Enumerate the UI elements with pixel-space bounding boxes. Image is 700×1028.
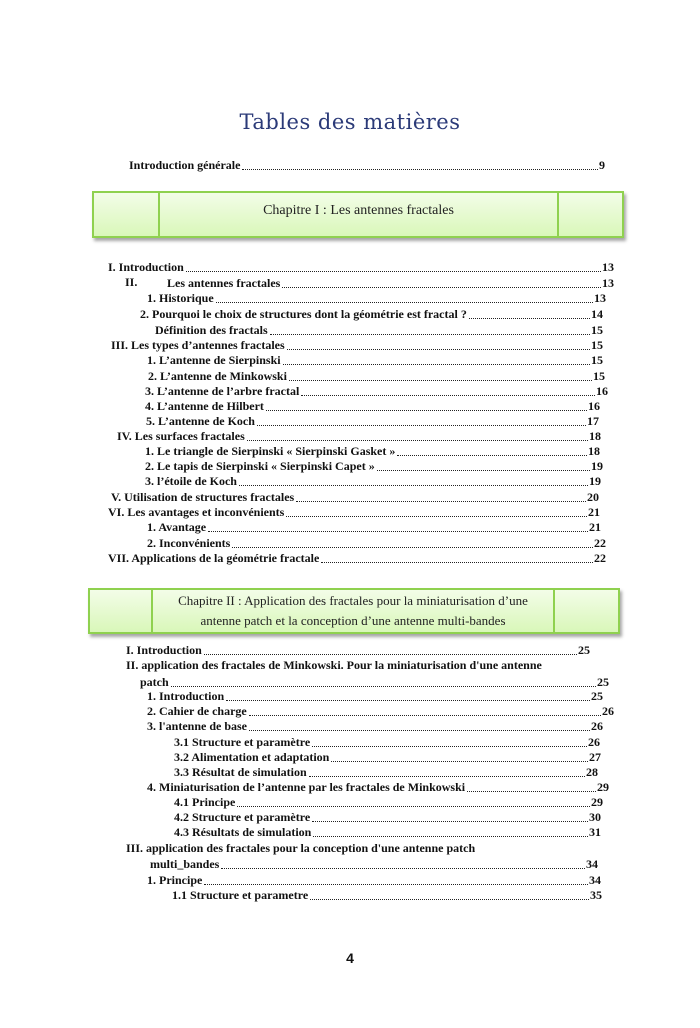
- toc-entry[interactable]: [148, 369, 605, 384]
- banner-divider: [557, 193, 559, 236]
- dot-leader: [397, 455, 587, 456]
- toc-entry-page: 18: [588, 444, 600, 458]
- toc-entry-page: 29: [591, 795, 603, 809]
- toc-entry-label: 4.2 Structure et paramètre: [174, 810, 311, 824]
- toc-entry-label: 1. Principe: [147, 873, 203, 887]
- toc-entry[interactable]: [167, 276, 614, 291]
- dot-leader: [249, 730, 590, 731]
- toc-entry-label: 2. Inconvénients: [147, 536, 231, 550]
- dot-leader: [313, 836, 588, 837]
- dot-leader: [266, 410, 587, 411]
- toc-entry-label: 3. l’étoile de Koch: [145, 474, 237, 488]
- dot-leader: [249, 715, 601, 716]
- dot-leader: [232, 547, 593, 548]
- toc-entry-page: 20: [587, 490, 599, 504]
- dot-leader: [309, 776, 585, 777]
- dot-leader: [257, 425, 586, 426]
- toc-entry-label: 4. L’antenne de Hilbert: [145, 399, 264, 413]
- toc-entry[interactable]: [174, 750, 601, 765]
- toc-entry-label: 2. Le tapis de Sierpinski « Sierpinski Capet »: [145, 459, 375, 473]
- toc-entry-label: 4. Miniaturisation de l’antenne par les fractales de Minkowski: [147, 780, 466, 794]
- chapter2-banner: [88, 588, 620, 634]
- toc-entry-page: 29: [597, 780, 609, 794]
- toc-entry[interactable]: [108, 260, 614, 275]
- toc-entry[interactable]: [111, 338, 603, 353]
- toc-entry[interactable]: [145, 384, 608, 399]
- banner-divider: [553, 590, 555, 632]
- toc-entry-page: 9: [599, 158, 605, 172]
- dot-leader: [321, 562, 593, 563]
- toc-entry-label: 3. l'antenne de base: [147, 719, 248, 733]
- toc-entry-page: 17: [587, 414, 599, 428]
- toc-entry-label: 1. Introduction: [147, 689, 225, 703]
- toc-entry[interactable]: [172, 888, 602, 903]
- dot-leader: [186, 271, 601, 272]
- page-title: Tables des matières: [239, 110, 461, 134]
- toc-entry[interactable]: [108, 551, 606, 566]
- toc-entry-label: 2. Pourquoi le choix de structures dont la géométrie est fractal ?: [140, 307, 467, 321]
- dot-leader: [301, 395, 595, 396]
- dot-leader: [377, 470, 590, 471]
- toc-entry[interactable]: [155, 323, 603, 338]
- dot-leader: [469, 318, 590, 319]
- toc-entry-label: IV. Les surfaces fractales: [117, 429, 245, 443]
- toc-entry-page: 30: [589, 810, 601, 824]
- toc-entry[interactable]: [108, 505, 600, 520]
- toc-entry-label: multi_bandes: [150, 857, 220, 871]
- toc-entry-page: 25: [591, 689, 603, 703]
- toc-entry[interactable]: [147, 704, 614, 719]
- toc-entry[interactable]: [140, 675, 609, 690]
- toc-entry[interactable]: [140, 307, 603, 322]
- toc-entry-page: 22: [594, 536, 606, 550]
- chapter2-title-line2: antenne patch et la conception d’une antenne multi-bandes: [200, 613, 506, 628]
- toc-entry-page: 19: [591, 459, 603, 473]
- toc-entry[interactable]: [126, 643, 590, 658]
- toc-entry[interactable]: [174, 795, 603, 810]
- toc-entry-page: 15: [593, 369, 605, 383]
- toc-entry[interactable]: [145, 459, 603, 474]
- toc-entry-page: 25: [578, 643, 590, 657]
- toc-entry[interactable]: [126, 841, 600, 856]
- toc-entry-label: 4.3 Résultats de simulation: [174, 825, 312, 839]
- toc-entry-label: 1. Avantage: [147, 520, 207, 534]
- toc-entry-page: 25: [597, 675, 609, 689]
- toc-entry[interactable]: [111, 490, 599, 505]
- toc-entry-label: patch: [140, 675, 169, 689]
- toc-entry-page: 15: [591, 353, 603, 367]
- chapter2-title-line1: Chapitre II : Application des fractales pour la miniaturisation d’une: [178, 593, 528, 608]
- toc-entry-label: 2. Cahier de charge: [147, 704, 247, 718]
- toc-entry-label: VII. Applications de la géométrie fractale: [108, 551, 320, 565]
- toc-entry-page: 26: [588, 735, 600, 749]
- toc-entry[interactable]: [147, 520, 601, 535]
- toc-entry[interactable]: [145, 474, 601, 489]
- dot-leader: [171, 686, 596, 687]
- toc-entry[interactable]: [147, 689, 603, 704]
- toc-entry[interactable]: [147, 873, 601, 888]
- toc-entry[interactable]: [174, 810, 601, 825]
- toc-entry-page: 35: [590, 888, 602, 902]
- toc-entry[interactable]: [117, 429, 601, 444]
- toc-entry-label: I. Introduction: [108, 260, 184, 274]
- toc-entry-label: 4.1 Principe: [174, 795, 236, 809]
- dot-leader: [310, 899, 589, 900]
- toc-entry-label: Les antennes fractales: [167, 276, 281, 290]
- toc-entry[interactable]: [126, 658, 600, 673]
- toc-entry[interactable]: [150, 857, 598, 872]
- toc-entry-numeral: II.: [125, 275, 138, 289]
- toc-entry-label: 1. L’antenne de Sierpinski: [147, 353, 281, 367]
- toc-entry[interactable]: [147, 719, 603, 734]
- dot-leader: [282, 287, 601, 288]
- dot-leader: [287, 349, 590, 350]
- toc-entry-page: 22: [594, 551, 606, 565]
- dot-leader: [242, 169, 598, 170]
- dot-leader: [270, 334, 590, 335]
- toc-entry-label: I. Introduction: [126, 643, 202, 657]
- toc-entry-label: V. Utilisation de structures fractales: [111, 490, 295, 504]
- toc-entry-page: 34: [586, 857, 598, 871]
- dot-leader: [312, 821, 588, 822]
- toc-entry-page: 34: [589, 873, 601, 887]
- toc-entry-page: 19: [589, 474, 601, 488]
- toc-entry-label: 1. Le triangle de Sierpinski « Sierpinski Gasket »: [145, 444, 396, 458]
- toc-entry[interactable]: [174, 825, 601, 840]
- toc-entry[interactable]: [147, 353, 603, 368]
- toc-entry-page: 21: [588, 505, 600, 519]
- toc-entry-page: 26: [602, 704, 614, 718]
- toc-entry-page: 16: [596, 384, 608, 398]
- toc-entry[interactable]: [147, 536, 606, 551]
- toc-entry[interactable]: [174, 765, 598, 780]
- toc-entry-label: 3.1 Structure et paramètre: [174, 735, 311, 749]
- dot-leader: [237, 806, 590, 807]
- toc-entry-label: 1.1 Structure et parametre: [172, 888, 309, 902]
- toc-entry-label: III. Les types d’antennes fractales: [111, 338, 285, 352]
- dot-leader: [296, 501, 586, 502]
- toc-entry-page: 16: [588, 399, 600, 413]
- toc-entry-label: 3. L’antenne de l’arbre fractal: [145, 384, 300, 398]
- dot-leader: [239, 485, 588, 486]
- toc-entry-page: 28: [586, 765, 598, 779]
- toc-entry[interactable]: [174, 735, 600, 750]
- toc-entry-page: 14: [591, 307, 603, 321]
- toc-entry-label: Introduction générale: [129, 158, 241, 172]
- dot-leader: [467, 791, 596, 792]
- toc-entry-page: 31: [589, 825, 601, 839]
- toc-entry[interactable]: [145, 444, 600, 459]
- dot-leader: [286, 516, 587, 517]
- chapter2-title: [153, 591, 553, 631]
- dot-leader: [221, 868, 585, 869]
- chapter1-title: Chapitre I : Les antennes fractales: [263, 203, 454, 218]
- toc-entry-label: II. application des fractales de Minkowski. Pour la miniaturisation d'une antenne: [126, 658, 542, 672]
- dot-leader: [247, 440, 588, 441]
- toc-entry-page: 15: [591, 338, 603, 352]
- toc-entry-label: 3.2 Alimentation et adaptation: [174, 750, 330, 764]
- toc-entry-page: 26: [591, 719, 603, 733]
- toc-entry-page: 27: [589, 750, 601, 764]
- toc-entry-label: 3.3 Résultat de simulation: [174, 765, 307, 779]
- toc-entry-label: III. application des fractales pour la conception d'une antenne patch: [126, 841, 476, 855]
- page-number: 4: [346, 950, 354, 966]
- toc-entry[interactable]: [147, 291, 606, 306]
- toc-entry[interactable]: [147, 780, 609, 795]
- toc-entry-page: 21: [589, 520, 601, 534]
- toc-entry-page: 13: [594, 291, 606, 305]
- toc-entry-introduction-generale[interactable]: [129, 158, 605, 173]
- toc-entry[interactable]: [145, 399, 600, 414]
- chapter1-banner: [92, 191, 624, 238]
- dot-leader: [331, 761, 588, 762]
- toc-entry-label: 2. L’antenne de Minkowski: [148, 369, 287, 383]
- dot-leader: [216, 302, 593, 303]
- toc-entry-label: 5. L’antenne de Koch: [146, 414, 255, 428]
- toc-entry-page: 15: [591, 323, 603, 337]
- dot-leader: [283, 364, 590, 365]
- toc-entry-page: 18: [589, 429, 601, 443]
- toc-entry-label: Définition des fractals: [155, 323, 268, 337]
- dot-leader: [312, 746, 587, 747]
- toc-entry-page: 13: [602, 260, 614, 274]
- dot-leader: [208, 531, 588, 532]
- dot-leader: [204, 654, 577, 655]
- dot-leader: [226, 700, 590, 701]
- toc-entry[interactable]: [146, 414, 599, 429]
- toc-entry-page: 13: [602, 276, 614, 290]
- toc-entry-label: VI. Les avantages et inconvénients: [108, 505, 285, 519]
- dot-leader: [289, 380, 592, 381]
- dot-leader: [204, 884, 588, 885]
- toc-entry-label: 1. Historique: [147, 291, 214, 305]
